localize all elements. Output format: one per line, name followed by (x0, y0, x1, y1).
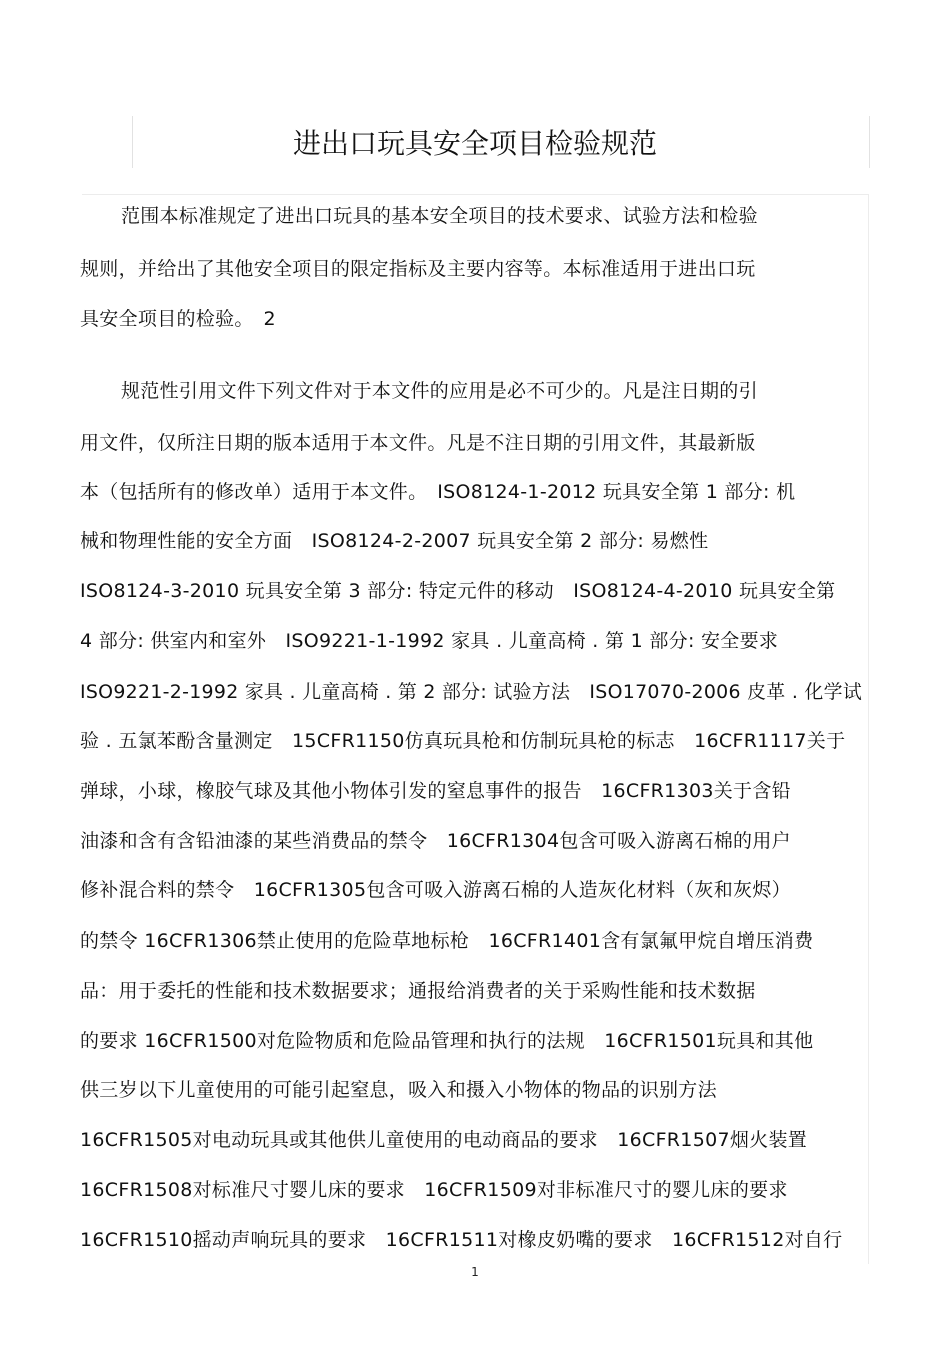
paragraph-line: 供三岁以下儿童使用的可能引起窒息，吸入和摄入小物体的物品的识别方法 (80, 1079, 717, 1101)
content-top-rule (82, 194, 868, 195)
document-title: 进出口玩具安全项目检验规范 (292, 127, 657, 160)
paragraph-line: 修补混合料的禁令 16CFR1305包含可吸入游离石棉的人造灰化材料（灰和灰烬） (80, 879, 791, 901)
paragraph-line: 的要求 16CFR1500对危险物质和危险品管理和执行的法规 16CFR1501玩具和其他 (80, 1030, 814, 1052)
paragraph-line: 械和物理性能的安全方面 ISO8124-2-2007 玩具安全第 2 部分: 易燃性 (80, 530, 709, 552)
paragraph-line: 品：用于委托的性能和技术数据要求；通报给消费者的关于采购性能和技术数据 (80, 980, 756, 1002)
paragraph-line: 本（包括所有的修改单）适用于本文件。 ISO8124-1-2012 玩具安全第 1 部分: 机 (80, 481, 796, 503)
paragraph-line: 油漆和含有含铅油漆的某些消费品的禁令 16CFR1304包含可吸入游离石棉的用户 (80, 830, 791, 852)
paragraph-line: 规则，并给出了其他安全项目的限定指标及主要内容等。本标准适用于进出口玩 (80, 258, 756, 280)
page-number: 1 (471, 1265, 479, 1279)
paragraph-line: ISO9221-2-1992 家具 . 儿童高椅 . 第 2 部分: 试验方法 ISO17070-2006 皮革 . 化学试 (80, 681, 863, 703)
paragraph-line: 的禁令 16CFR1306禁止使用的危险草地标枪 16CFR1401含有氯氟甲烷自增压消费 (80, 930, 814, 952)
paragraph-line: 范围本标准规定了进出口玩具的基本安全项目的技术要求、试验方法和检验 (121, 205, 758, 227)
paragraph-line: 16CFR1510摇动声响玩具的要求 16CFR1511对橡皮奶嘴的要求 16CFR1512对自行 (80, 1229, 843, 1251)
paragraph-line: 验 . 五氯苯酚含量测定 15CFR1150仿真玩具枪和仿制玩具枪的标志 16CFR1117关于 (80, 730, 846, 752)
paragraph-line: ISO8124-3-2010 玩具安全第 3 部分: 特定元件的移动 ISO8124-4-2010 玩具安全第 (80, 580, 836, 602)
paragraph-line: 4 部分: 供室内和室外 ISO9221-1-1992 家具 . 儿童高椅 . 第 1 部分: 安全要求 (80, 630, 779, 652)
content-right-rule (868, 194, 869, 1264)
paragraph-line: 16CFR1505对电动玩具或其他供儿童使用的电动商品的要求 16CFR1507烟火装置 (80, 1129, 808, 1151)
paragraph-line: 16CFR1508对标准尺寸婴儿床的要求 16CFR1509对非标准尺寸的婴儿床的要求 (80, 1179, 788, 1201)
paragraph-line: 弹球，小球，橡胶气球及其他小物体引发的窒息事件的报告 16CFR1303关于含铅 (80, 780, 791, 802)
paragraph-line: 用文件，仅所注日期的版本适用于本文件。凡是不注日期的引用文件，其最新版 (80, 432, 756, 454)
paragraph-line: 规范性引用文件下列文件对于本文件的应用是必不可少的。凡是注日期的引 (121, 380, 758, 402)
paragraph-line: 具安全项目的检验。 2 (80, 308, 276, 330)
